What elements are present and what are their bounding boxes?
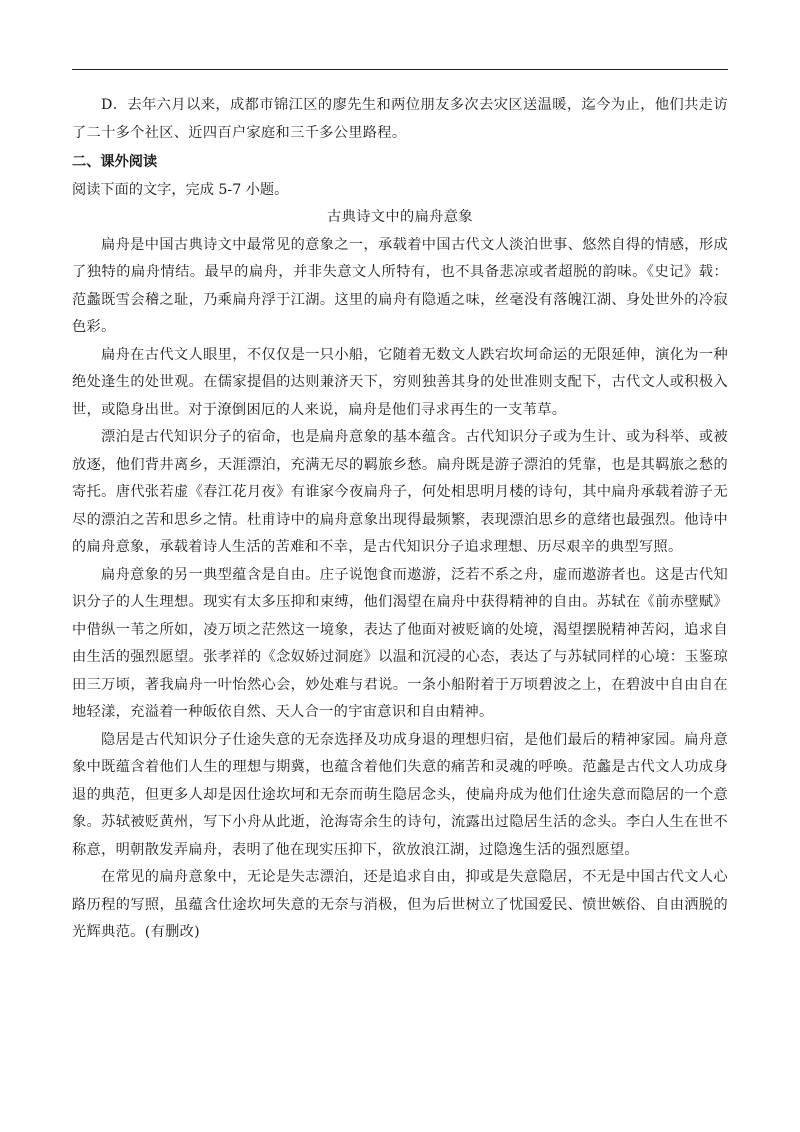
article-paragraph-6: 在常见的扁舟意象中，无论是失志漂泊，还是追求自由，抑或是失意隐居，不无是中国古代文人心路历程的写照，虽蕴含仕途坎坷失意的无奈与消极，但为后世树立了忧国爱民、愤世嫉俗、自由洒脱的光辉典范。(有删改) — [72, 869, 728, 941]
article-body — [72, 232, 728, 947]
option-d-text: D．去年六月以来，成都市锦江区的廖先生和两位朋友多次去灾区送温暖，迄今为止，他们共走访了二十多个社区、近四百户家庭和三千多公里路程。 — [72, 97, 728, 141]
article-paragraph-3: 漂泊是古代知识分子的宿命，也是扁舟意象的基本蕴含。古代知识分子或为生计、或为科举、或被放逐，他们背井离乡，天涯漂泊，充满无尽的羁旅乡愁。扁舟既是游子漂泊的凭靠，也是其羁旅之愁的寄托。唐代张若虚《春江花月夜》有谁家今夜扁舟子，何处相思明月楼的诗句，其中扁舟承载着游子无尽的漂泊之苦和思乡之情。杜甫诗中的扁舟意象出现得最频繁，表现漂泊思乡的意绪也最强烈。他诗中的扁舟意象，承载着诗人生活的苦难和不幸，是古代知识分子追求理想、历尽艰辛的典型写照。 — [72, 429, 728, 556]
article-paragraph-5: 隐居是古代知识分子仕途失意的无奈选择及功成身退的理想归宿，是他们最后的精神家园。扁舟意象中既蕴含着他们人生的理想与期冀，也蕴含着他们失意的痛苦和灵魂的呼唤。范蠡是古代文人功成身退的典范，但更多人却是因仕途坎坷和无奈而萌生隐居念头，使扁舟成为他们仕途失意而隐居的一个意象。苏轼被贬黄州，写下小舟从此逝，沧海寄余生的诗句，流露出过隐居生活的念头。李白人生在世不称意，明朝散发弄扁舟，表明了他在现实压抑下，欲放浪江湖，过隐逸生活的强烈愿望。 — [72, 731, 728, 858]
header-rule — [72, 69, 728, 70]
reading-instruction: 阅读下面的文字，完成 5-7 小题。 — [72, 181, 289, 198]
section-heading: 二、课外阅读 — [72, 154, 158, 171]
article-title: 古典诗文中的扁舟意象 — [327, 209, 473, 226]
article-paragraph-2: 扁舟在古代文人眼里，不仅仅是一只小船，它随着无数文人跌宕坎坷命运的无限延伸，演化为一种绝处逢生的处世观。在儒家提倡的达则兼济天下，穷则独善其身的处世准则支配下，古代文人或积极入世，或隐身出世。对于潦倒困厄的人来说，扁舟是他们寻求再生的一支苇草。 — [72, 346, 728, 418]
article-paragraph-1: 扁舟是中国古典诗文中最常见的意象之一，承载着中国古代文人淡泊世事、悠然自得的情感，形成了独特的扁舟情结。最早的扁舟，并非失意文人所特有，也不具备悲凉或者超脱的韵味。《史记》载：范蠡既雪会稽之耻，乃乘扁舟浮于江湖。这里的扁舟有隐遁之味，丝毫没有落魄江湖、身处世外的冷寂色彩。 — [72, 236, 728, 336]
document-body — [72, 92, 728, 947]
article-paragraph-4: 扁舟意象的另一典型蕴含是自由。庄子说饱食而遨游，泛若不系之舟，虚而遨游者也。这是古代知识分子的人生理想。现实有太多压抑和束缚，他们渴望在扁舟中获得精神的自由。苏轼在《前赤壁赋》中借纵一苇之所如，凌万顷之茫然这一境象，表达了他面对被贬谪的处境，渴望摆脱精神苦闷，追求自由生活的强烈愿望。张孝祥的《念奴娇过洞庭》以温和沉浸的心态，表达了与苏轼同样的心境：玉鉴琼田三万顷，著我扁舟一叶怡然心会，妙处难与君说。一条小船附着于万顷碧波之上，在碧波中自由自在地轻漾，充溢着一种皈依自然、天人合一的宇宙意识和自由精神。 — [72, 566, 728, 721]
